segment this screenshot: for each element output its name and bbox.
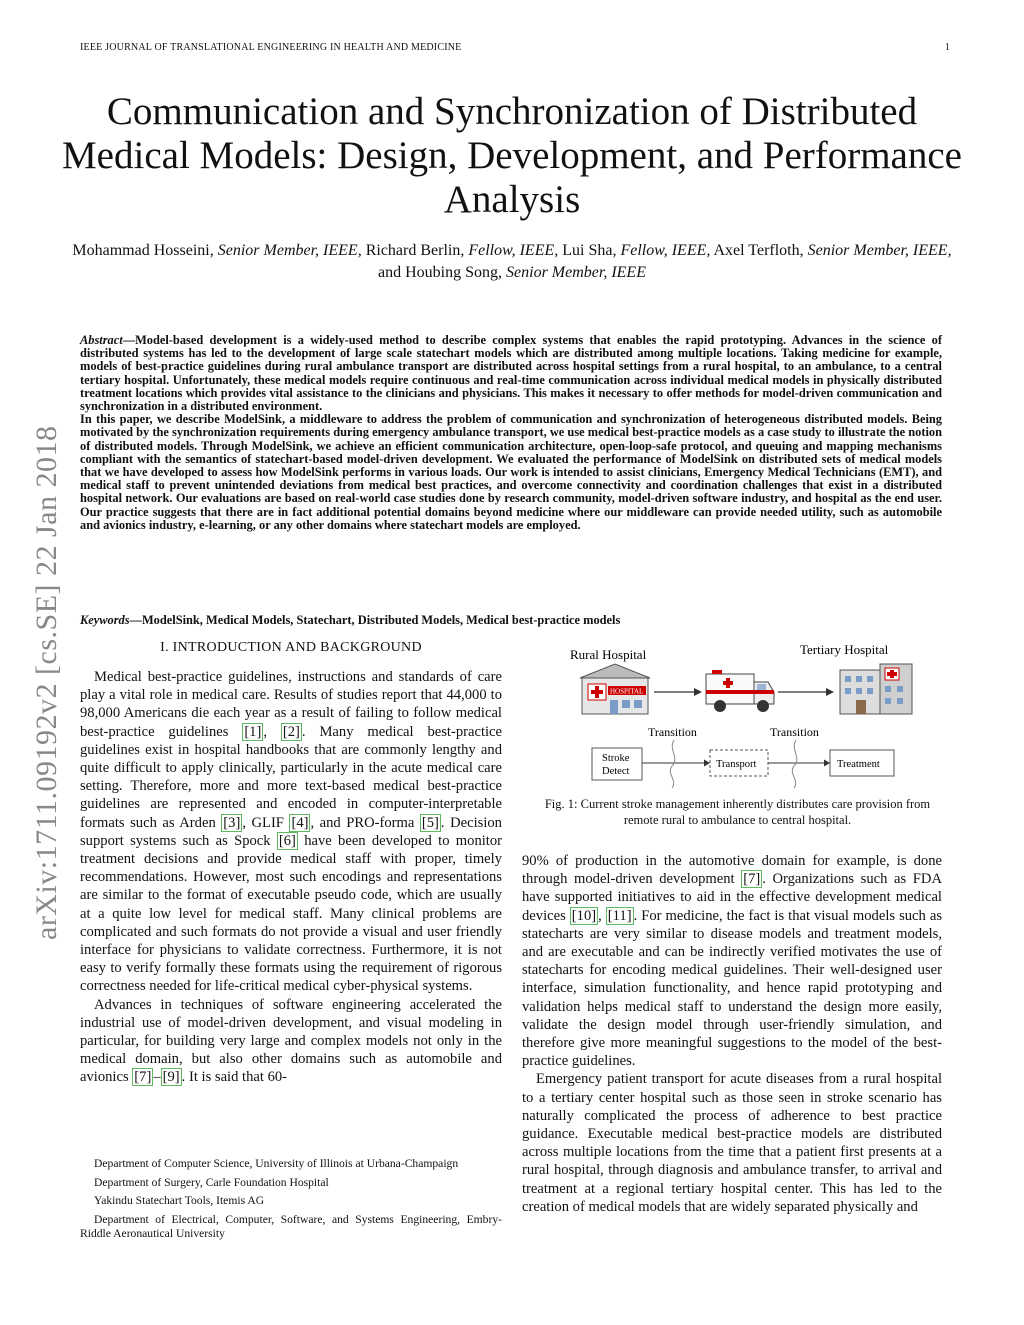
citation-link[interactable]: [9] bbox=[162, 1069, 180, 1086]
left-column: Medical best-practice guidelines, instructions and standards of care play a vital role in medical care. Results of studies report that 44,000 to 98,000 Americans die each year as a result of failing to follow medical best-practice guidelines [1] , [2] . Many medical best-practice guidelines exist in hospital handbooks that are commonly lengthy and quite difficult to apply clinically, particularly in the acute medical care setting. Therefore, more and more text-based medical best-practice guidelines are represented and encoded in computer-interpretable formats such as Arden [3] , GLIF [4] , and PRO-forma [5] . Decision support systems such as Spock [6] have been developed to monitor treatment decisions and provide medical staff with proper, timely recommendations. However, most such encodings and representations are similar to the format of executable pseudo code, which are usually at a quite low level for medical staff. Many clinical problems are complicated and such formats do not provide a visual and user friendly interface for physicians to validate correctness. Furthermore, it is not easy to verify formally these formats using the requirement of rigorous correctness needed for life-critical medical cyber-physical systems. Advances in techniques of software engineering accelerated the industrial use of model-driven development, and visual modeling in particular, for building very large and complex models not only in the medical domain, but also other domains such as automobile and avionics [7] – [9] . It is said that 60- bbox=[80, 669, 503, 1086]
paper-title: Communication and Synchronization of Distributed Medical Models: Design, Development, and Performance Analysis bbox=[62, 90, 962, 221]
abstract: Abstract—Model-based development is a widely-used method to describe complex systems that enables the rapid prototyping. Advances in the science of distributed systems has led to the development of large scale statechart models which are distributed among multiple locations. Taking medicine for example, models of best-practice guidelines during rural ambulance transport are distributed across hospital settings from a rural hospital, to an ambulance, to a central tertiary hospital. Unfortunately, these medical models require continuous and real-time communication across individual medical models in physically distributed treatment locations which provides vital assistance to the clinicians and physicians. This makes it necessary to offer methods for model-driven communication and synchronization in a distributed environment. In this paper, we describe ModelSink, a middleware to address the problem of communication and synchronization of heterogeneous distributed models. Being motivated by the synchronization requirements during emergency ambulance transport, we use medical best-practice models as a case study to illustrate the notion of distributed models. Through ModelSink, we achieve an efficient communication architecture, open-loop-safe protocol, and queuing and mapping mechanisms compliant with the semantics of statechart-based model-driven development. We evaluated the performance of ModelSink on distributed sets of medical models that we have developed to assess how ModelSink performs in various loads. Our work is intended to assist clinicians, Emergency Medical Technicians (EMT), and medical staff to prevent unintended deviations from medical best practices, and overcome connectivity and coordination challenges that exist in a distributed hospital network. Our evaluations are based on real-world case studies done by research community, model-driven software industry, and hospital as the end user. Our practice suggests that there are in fact additional potential domains beyond medicine where our middleware can provide needed utility, such as automobile and avionics industry, e-learning, or any other domains where statechart models are employed. bbox=[80, 333, 942, 532]
abstract-label: Abstract bbox=[80, 333, 123, 347]
journal-name: IEEE JOURNAL OF TRANSLATIONAL ENGINEERING IN HEALTH AND MEDICINE bbox=[80, 42, 462, 53]
citation-link[interactable]: [6] bbox=[278, 832, 296, 849]
citation-link[interactable]: [11] bbox=[607, 907, 632, 924]
page-number: 1 bbox=[944, 42, 950, 53]
citation-link[interactable]: [7] bbox=[743, 871, 761, 888]
footnote: Department of Electrical, Computer, Software, and Systems Engineering, Embry-Riddle Aeronautical University bbox=[80, 1212, 502, 1241]
footnotes bbox=[80, 1157, 502, 1246]
citation-link[interactable]: [7] bbox=[134, 1069, 152, 1086]
citation-link[interactable]: [10] bbox=[571, 907, 597, 924]
citation-link[interactable]: [3] bbox=[223, 814, 241, 831]
keywords-label: Keywords bbox=[80, 613, 130, 627]
tertiary-hospital-label: Tertiary Hospital bbox=[800, 642, 889, 657]
footnote: Yakindu Statechart Tools, Itemis AG bbox=[94, 1194, 265, 1208]
figure-1 bbox=[560, 640, 940, 790]
rural-hospital-label: Rural Hospital bbox=[570, 647, 647, 662]
running-header bbox=[80, 42, 950, 53]
citation-link[interactable]: [2] bbox=[282, 723, 300, 740]
transition-label: Transition bbox=[770, 725, 819, 739]
tertiary-hospital-icon bbox=[840, 664, 912, 714]
footnote: Department of Surgery, Carle Foundation Hospital bbox=[94, 1175, 329, 1189]
ambulance-icon bbox=[706, 670, 774, 712]
figure-caption: Fig. 1: Current stroke management inherently distributes care provision from remote rural to ambulance to central hospital. bbox=[544, 797, 931, 827]
rural-hospital-icon bbox=[580, 664, 650, 714]
author-list: Mohammad Hosseini, Senior Member, IEEE, Richard Berlin, Fellow, IEEE, Lui Sha, Fellow, IEEE, Axel Terfloth, Senior Member, IEEE, and Houbing Song, Senior Member, IEEE bbox=[72, 242, 952, 281]
keywords: Keywords—ModelSink, Medical Models, Statechart, Distributed Models, Medical best-practice models bbox=[80, 613, 621, 627]
right-column: 90% of production in the automotive domain for example, is done through model-driven development [7] . Organizations such as FDA have supported initiatives to aid in the effective development medical devices [10] , [11] . For medicine, the fact is that visual models such as statecharts are very similar to disease models and treatment models, and are executable and can be indirectly verified motivates the use of statecharts for encoding medical guidelines. Their well-designed user interface, simulation functionality, and hence rapid prototyping and validation helps medical staff to understand the design more easily, validate the design model through user-friendly simulation, and therefore give more meaningful suggestions to the model of the best-practice guidelines. Emergency patient transport for acute diseases from a rural hospital to a tertiary center hospital such as those seen in stroke scenario has naturally complicated the process of adherence to best practice guidance. Executable medical best-practice models are distributed across multiple locations from the time that a patient first presents at a rural hospital, through diagnosis and ambulance transfer, to arrival and treatment at a regional tertiary hospital center. This has led to the creation of medical models that are widely separated physically and bbox=[522, 853, 943, 1215]
svg-text:Transport: Transport bbox=[716, 759, 757, 770]
svg-text:Detect: Detect bbox=[602, 766, 630, 777]
footnote: Department of Computer Science, University of Illinois at Urbana-Champaign bbox=[94, 1157, 459, 1170]
section-heading: I. INTRODUCTION AND BACKGROUND bbox=[160, 640, 422, 655]
svg-text:Treatment: Treatment bbox=[837, 759, 880, 770]
citation-link[interactable]: [1] bbox=[244, 723, 262, 740]
arxiv-stamp: arXiv:1711.09192v2 [cs.SE] 22 Jan 2018 bbox=[30, 425, 63, 940]
svg-text:Stroke: Stroke bbox=[602, 753, 630, 764]
transition-label: Transition bbox=[648, 725, 697, 739]
citation-link[interactable]: [5] bbox=[421, 814, 439, 831]
svg-text:HOSPITAL: HOSPITAL bbox=[610, 687, 644, 696]
citation-link[interactable]: [4] bbox=[291, 814, 309, 831]
